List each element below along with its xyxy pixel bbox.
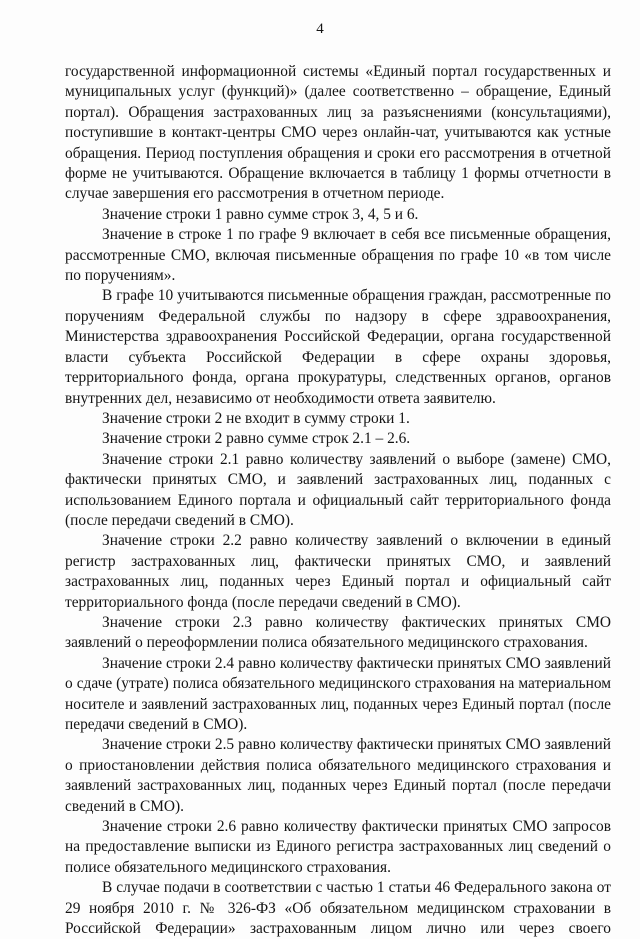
paragraph-row-1-sum: Значение строки 1 равно сумме строк 3, 4, 5 и 6. — [102, 205, 419, 223]
paragraph-row-2-3: Значение строки 2.3 равно количеству фактических принятых СМО заявлений о переоформлении полиса обязательного медицинского страхования. — [65, 613, 611, 652]
paragraph-row-2-sum: Значение строки 2 равно сумме строк 2.1 – 2.6. — [102, 430, 411, 448]
paragraph-continuation: государственной информационной системы «Единый портал государственных и муниципальных услуг (функций)» (далее соответственно – обращение, Единый портал). Обращения застрахованных лиц за разъяснениями (консультациями), поступившие в контакт-центры СМО через онлайн-чат, учитываются как устные обращения. Период поступления обращения и сроки его рассмотрения в отчетной форме не учитываются. Обращение включается в таблицу 1 формы отчетности в случае завершения его рассмотрения в отчетном периоде. — [65, 63, 611, 203]
paragraph-federal-law: В случае подачи в соответствии с частью 1 статьи 46 Федерального закона от 29 ноября 2010 г. № 326-ФЗ «Об обязательном медицинском страховании в Российской Федерации» застрахованным лицом лично или через своего — [65, 879, 611, 938]
paragraph-row-2-2: Значение строки 2.2 равно количеству заявлений о включении в единый регистр застрахованных лиц, фактически принятых СМО, и заявлений застрахованных лиц, поданных через Единый портал и официальный сайт территориального фонда (после передачи сведений в СМО). — [65, 532, 611, 611]
paragraph-column-10: В графе 10 учитываются письменные обращения граждан, рассмотренные по поручениям Федеральной службы по надзору в сфере здравоохранения, Министерства здравоохранения Российской Федерации, органа государственной власти субъекта Российской Федерации в сфере охраны здоровья, территориального фонда, органа прокуратуры, следственных органов, органов внутренних дел, независимо от необходимости ответа заявителю. — [65, 287, 611, 407]
page-number: 4 — [316, 21, 324, 37]
document-body — [65, 62, 611, 939]
paragraph-row-2-5: Значение строки 2.5 равно количеству фактически принятых СМО заявлений о приостановлении действия полиса обязательного медицинского страхования и заявлений застрахованных лиц, поданных через Единый портал (после передачи сведений в СМО). — [65, 736, 611, 815]
paragraph-row-2-4: Значение строки 2.4 равно количеству фактически принятых СМО заявлений о сдаче (утрате) полиса обязательного медицинского страхования на материальном носителе и заявлений застрахованных лиц, поданных через Единый портал (после передачи сведений в СМО). — [65, 654, 611, 733]
paragraph-row-2-6: Значение строки 2.6 равно количеству фактически принятых СМО запросов на предоставление выписки из Единого регистра застрахованных лиц сведений о полисе обязательного медицинского страхования. — [65, 818, 611, 876]
paragraph-row-1-column-9: Значение в строке 1 по графе 9 включает в себя все письменные обращения, рассмотренные СМО, включая письменные обращения по графе 10 «в том числе по поручениям». — [65, 226, 611, 285]
paragraph-row-2-1: Значение строки 2.1 равно количеству заявлений о выборе (замене) СМО, фактически принятых СМО, и заявлений застрахованных лиц, поданных с использованием Единого портала и официальный сайт территориального фонда (после передачи сведений в СМО). — [65, 450, 611, 529]
paragraph-row-2-excluded: Значение строки 2 не входит в сумму строки 1. — [102, 409, 410, 427]
